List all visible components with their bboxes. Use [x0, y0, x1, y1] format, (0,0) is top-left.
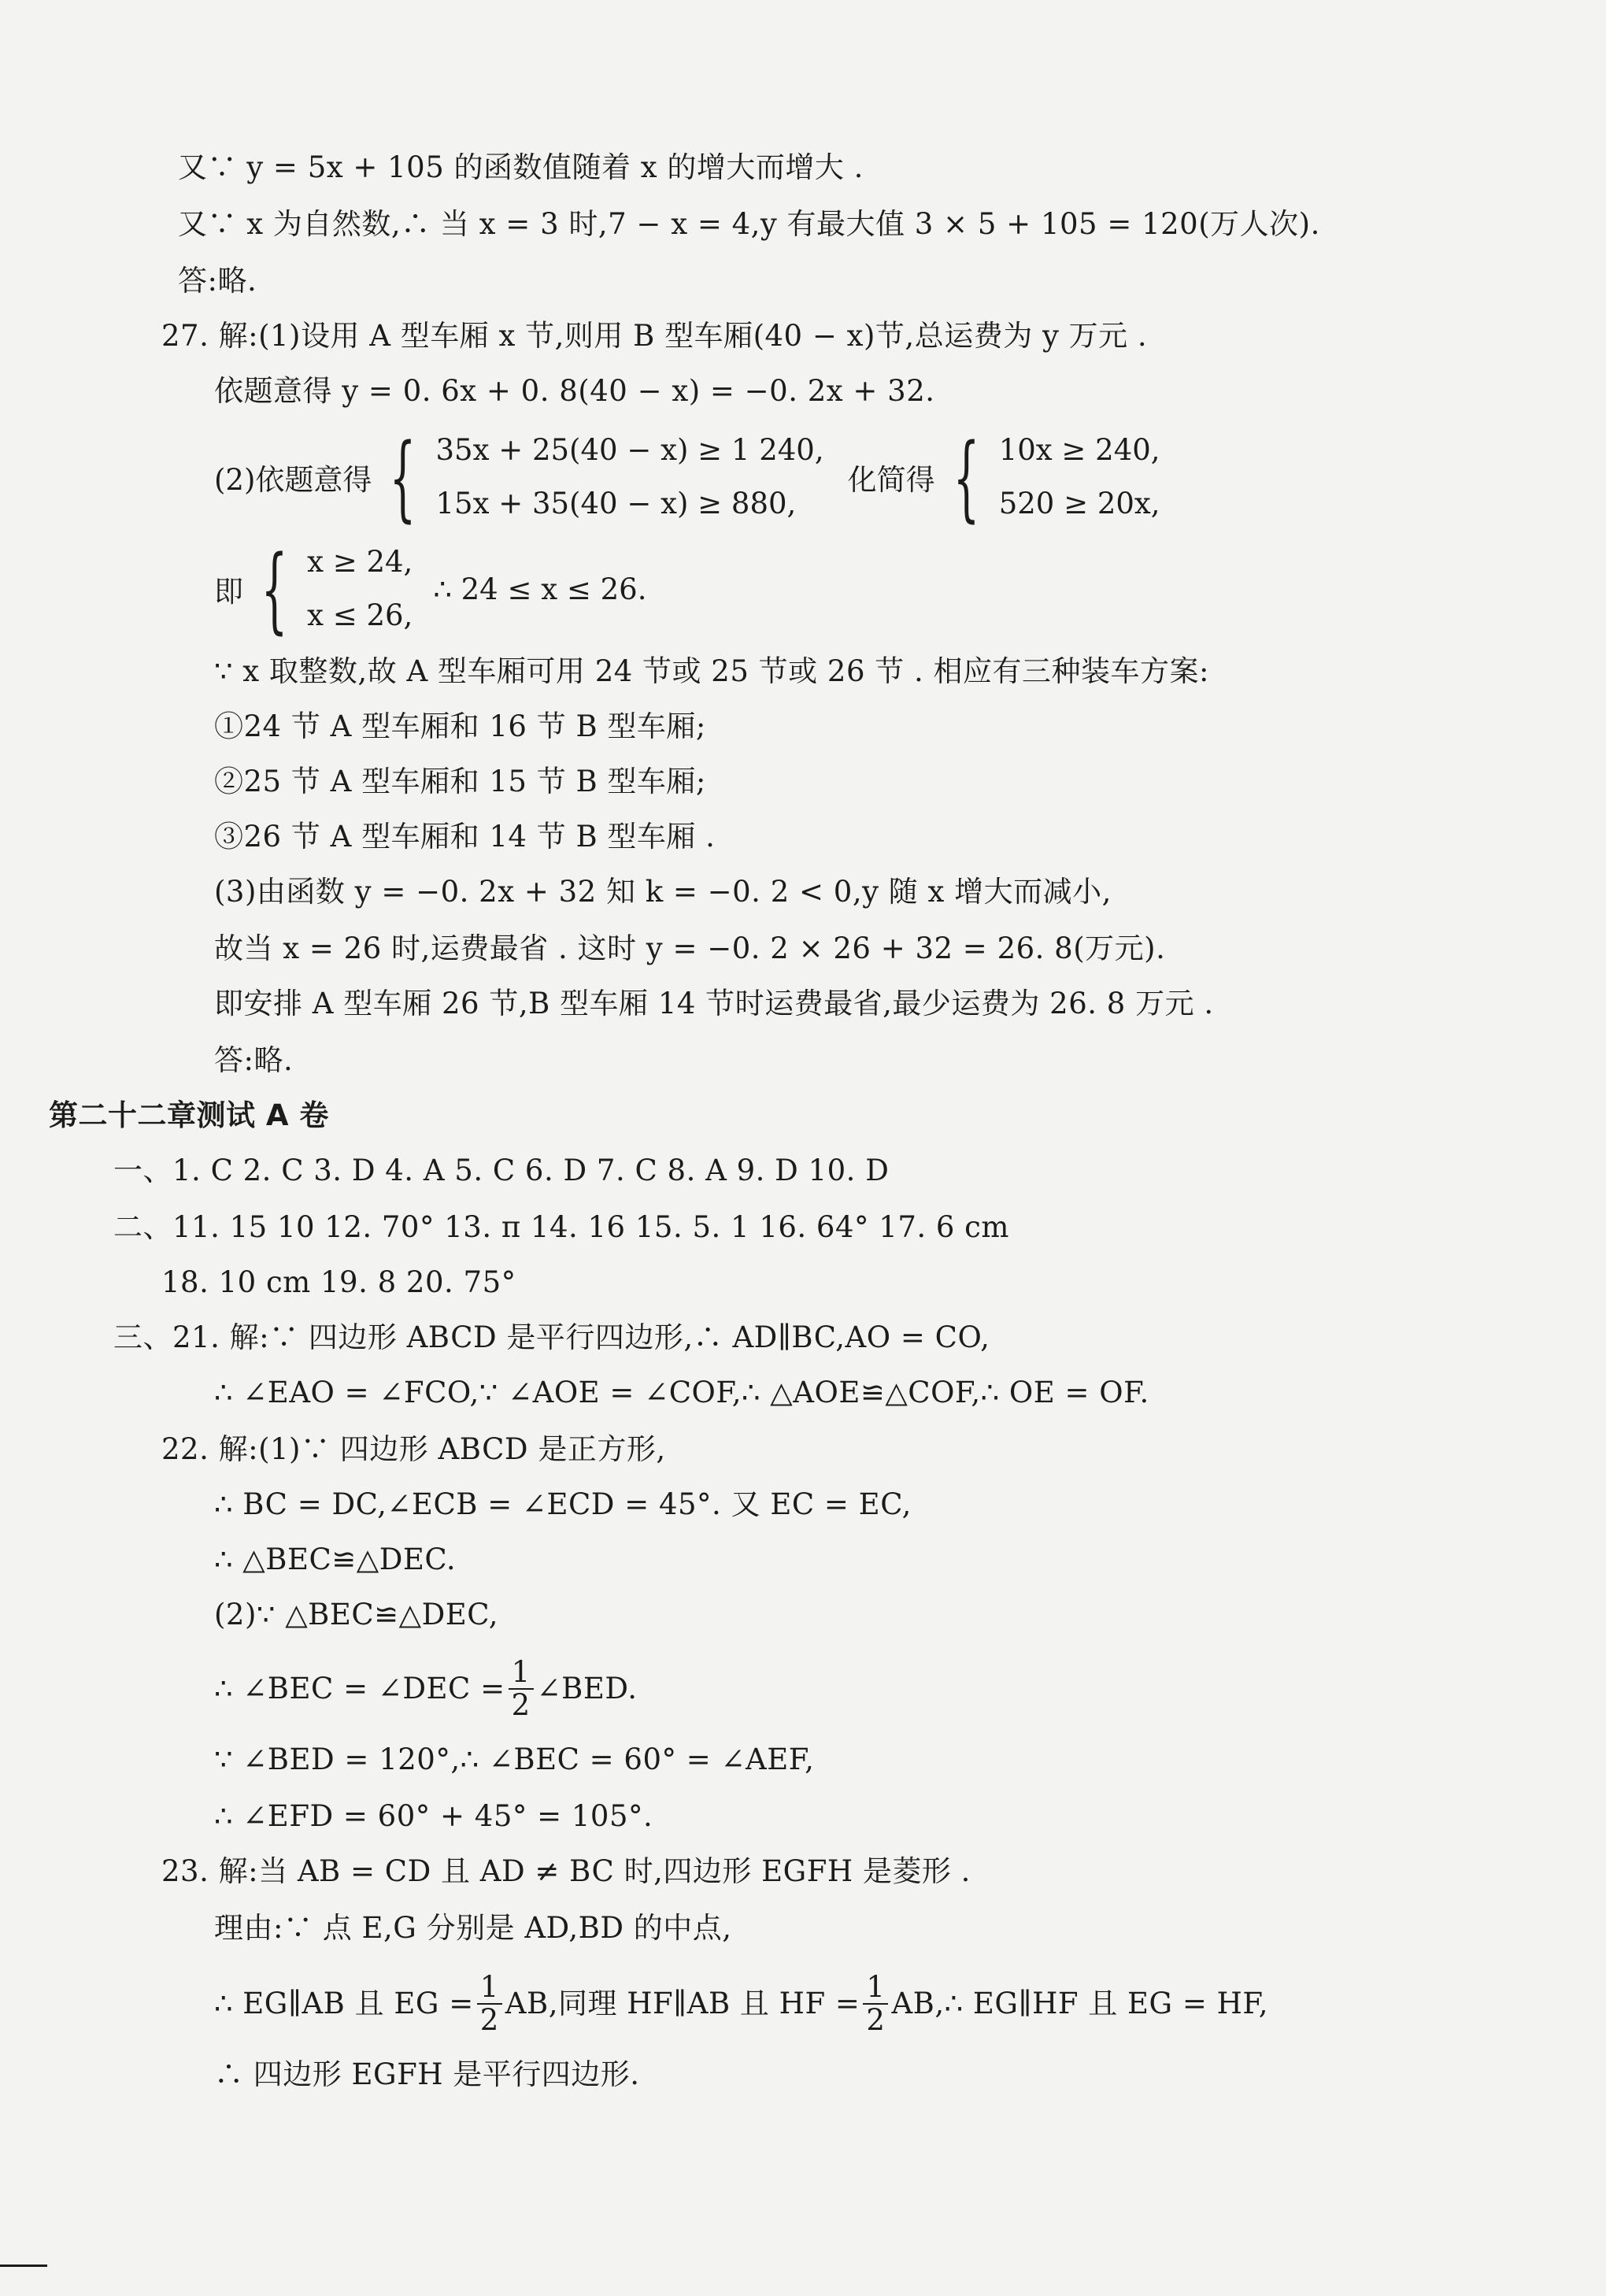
line-q22-6: ∵ ∠BED = 120°,∴ ∠BEC = 60° = ∠AEF, [214, 1742, 815, 1776]
line-q22-5 [214, 1657, 637, 1721]
range-label: 即 [214, 575, 243, 609]
fraction-denominator: 2 [511, 1688, 531, 1722]
line-answer-omitted-2: 答:略. [214, 1043, 294, 1077]
line-choice-answers: 一、1. C 2. C 3. D 4. A 5. C 6. D 7. C 8. A 9. D 10. D [113, 1154, 890, 1187]
line-q27-equation: 依题意得 y = 0. 6x + 0. 8(40 − x) = −0. 2x + 32. [214, 374, 935, 408]
line-q22-3: ∴ △BEC≌△DEC. [214, 1542, 457, 1576]
line-fill-answers-1: 二、11. 15 10 12. 70° 13. π 14. 16 15. 5. 1 16. 64° 17. 6 cm [113, 1210, 1009, 1244]
range-row-2: x ≤ 26, [307, 598, 413, 632]
line-answer-omitted-1: 答:略. [178, 264, 257, 298]
line-max-value: 又∵ x 为自然数,∴ 当 x = 3 时,7 − x = 4,y 有最大值 3 × 5 + 105 = 120(万人次). [178, 207, 1320, 241]
left-brace-icon: { [261, 535, 288, 643]
line-q21-1: 三、21. 解:∵ 四边形 ABCD 是平行四边形,∴ AD∥BC,AO = CO, [113, 1320, 990, 1354]
line-q27-system [214, 424, 1160, 531]
system-row-2: 15x + 35(40 − x) ≥ 880, [435, 487, 797, 520]
q23-3-mid: AB,同理 HF∥AB 且 HF = [505, 1987, 860, 2020]
line-q27-min: 故当 x = 26 时,运费最省 . 这时 y = −0. 2 × 26 + 32 = 26. 8(万元). [214, 931, 1166, 965]
line-increase: 又∵ y = 5x + 105 的函数值随着 x 的增大而增大 . [178, 150, 864, 184]
q22-5-post: ∠BED. [536, 1672, 638, 1705]
q23-3-post: AB,∴ EG∥HF 且 EG = HF, [891, 1987, 1269, 2020]
fraction-denominator: 2 [866, 2003, 886, 2037]
system-label: (2)依题意得 [214, 463, 372, 497]
fraction-denominator: 2 [479, 2003, 499, 2037]
simplified-row-2: 520 ≥ 20x, [998, 487, 1160, 520]
line-plan-3: ③26 节 A 型车厢和 14 节 B 型车厢 . [214, 820, 716, 854]
line-q22-2: ∴ BC = DC,∠ECB = ∠ECD = 45°. 又 EC = EC, [214, 1487, 912, 1521]
range-rows [307, 535, 413, 643]
line-q27-range [214, 535, 646, 643]
line-plan-1: ①24 节 A 型车厢和 16 节 B 型车厢; [214, 709, 706, 743]
line-q23-1: 23. 解:当 AB = CD 且 AD ≠ BC 时,四边形 EGFH 是菱形 . [161, 1854, 971, 1888]
range-row-1: x ≥ 24, [307, 545, 413, 579]
section-heading: 第二十二章测试 A 卷 [49, 1098, 329, 1132]
line-fill-answers-2: 18. 10 cm 19. 8 20. 75° [161, 1265, 516, 1299]
line-q23-4: ∴ 四边形 EGFH 是平行四边形. [214, 2057, 640, 2091]
line-q27-part1: 27. 解:(1)设用 A 型车厢 x 节,则用 B 型车厢(40 − x)节,总运费为 y 万元 . [161, 319, 1148, 353]
system-rows [436, 424, 824, 531]
range-result: ∴ 24 ≤ x ≤ 26. [433, 572, 647, 606]
line-q21-2: ∴ ∠EAO = ∠FCO,∵ ∠AOE = ∠COF,∴ △AOE≌△COF,∴ OE = OF. [214, 1376, 1149, 1409]
simplify-label: 化简得 [847, 463, 935, 497]
line-q23-2: 理由:∵ 点 E,G 分别是 AD,BD 的中点, [214, 1911, 732, 1945]
line-plan-2: ②25 节 A 型车厢和 15 节 B 型车厢; [214, 765, 706, 798]
fraction-half [477, 1972, 502, 2036]
system-row-1: 35x + 25(40 − x) ≥ 1 240, [435, 433, 824, 467]
fraction-half [509, 1657, 534, 1721]
line-q27-integer: ∵ x 取整数,故 A 型车厢可用 24 节或 25 节或 26 节 . 相应有三种装车方案: [214, 654, 1209, 688]
left-brace-icon: { [953, 423, 980, 531]
line-q22-1: 22. 解:(1)∵ 四边形 ABCD 是正方形, [161, 1432, 666, 1466]
fraction-numerator: 1 [477, 1972, 502, 2005]
line-q22-4: (2)∵ △BEC≌△DEC, [214, 1598, 499, 1631]
q23-3-pre: ∴ EG∥AB 且 EG = [214, 1987, 474, 2020]
line-q22-7: ∴ ∠EFD = 60° + 45° = 105°. [214, 1799, 653, 1833]
line-q27-part3: (3)由函数 y = −0. 2x + 32 知 k = −0. 2 < 0,y 随 x 增大而减小, [214, 875, 1112, 909]
fraction-numerator: 1 [863, 1972, 888, 2005]
q22-5-pre: ∴ ∠BEC = ∠DEC = [214, 1672, 505, 1705]
fraction-numerator: 1 [509, 1657, 534, 1690]
left-brace-icon: { [390, 423, 416, 531]
footer-rule [0, 2265, 47, 2267]
line-q27-conclusion: 即安排 A 型车厢 26 节,B 型车厢 14 节时运费最省,最少运费为 26. 8 万元 . [214, 987, 1214, 1020]
line-q23-3 [214, 1972, 1268, 2036]
fraction-half [863, 1972, 888, 2036]
simplified-row-1: 10x ≥ 240, [998, 433, 1160, 467]
simplified-rows [999, 424, 1160, 531]
